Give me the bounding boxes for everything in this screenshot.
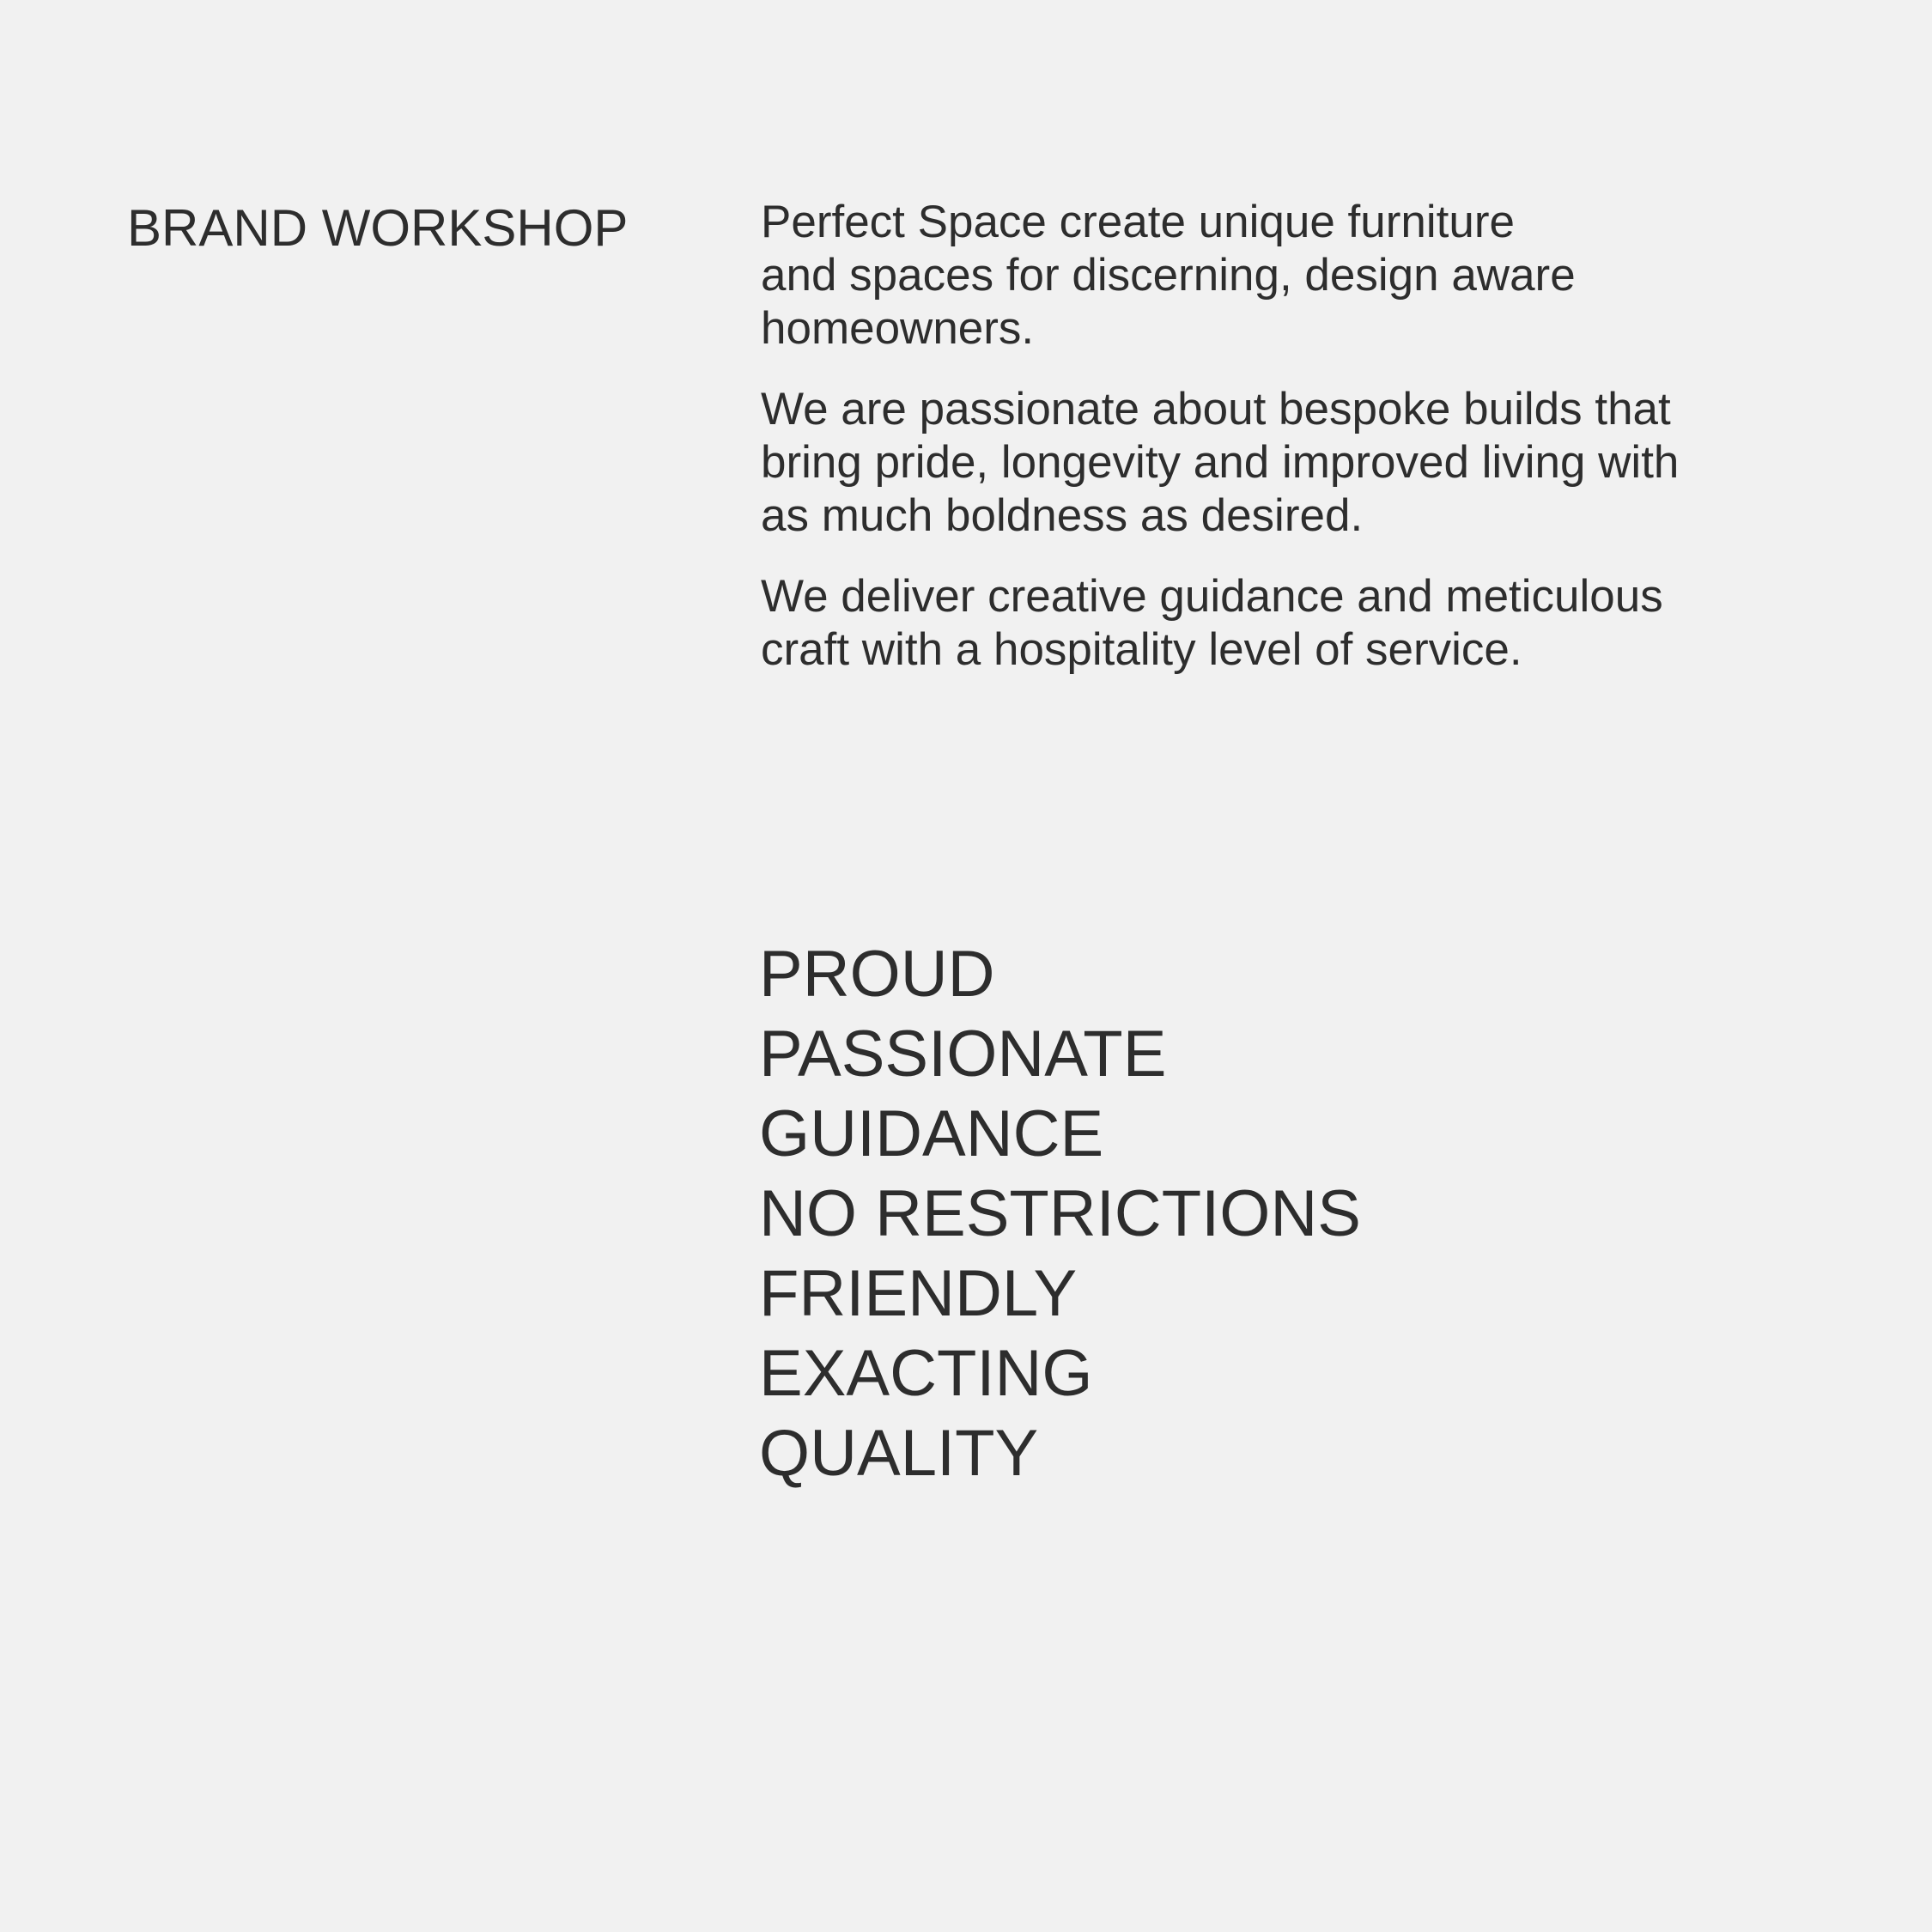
section-label: BRAND WORKSHOP: [127, 199, 629, 257]
brand-value-passionate: PASSIONATE: [759, 1018, 1167, 1091]
brand-values-list: [759, 934, 1361, 1493]
brand-value-guidance: GUIDANCE: [759, 1097, 1104, 1170]
brand-value-no-restrictions: NO RESTRICTIONS: [759, 1177, 1361, 1250]
brand-value-friendly: FRIENDLY: [759, 1257, 1078, 1330]
intro-paragraph-3: We deliver creative guidance and meticulous craft with a hospitality level of service.: [761, 571, 1663, 675]
brand-value-exacting: EXACTING: [759, 1337, 1093, 1410]
intro-paragraph-1: Perfect Space create unique furniture and spaces for discerning, design aware homeowners.: [761, 197, 1576, 354]
brand-value-quality: QUALITY: [759, 1417, 1039, 1490]
brand-value-proud: PROUD: [759, 938, 995, 1011]
intro-paragraph-2: We are passionate about bespoke builds that bring pride, longevity and improved living with as much boldness as desired.: [761, 384, 1680, 541]
intro-copy: [761, 196, 1834, 704]
